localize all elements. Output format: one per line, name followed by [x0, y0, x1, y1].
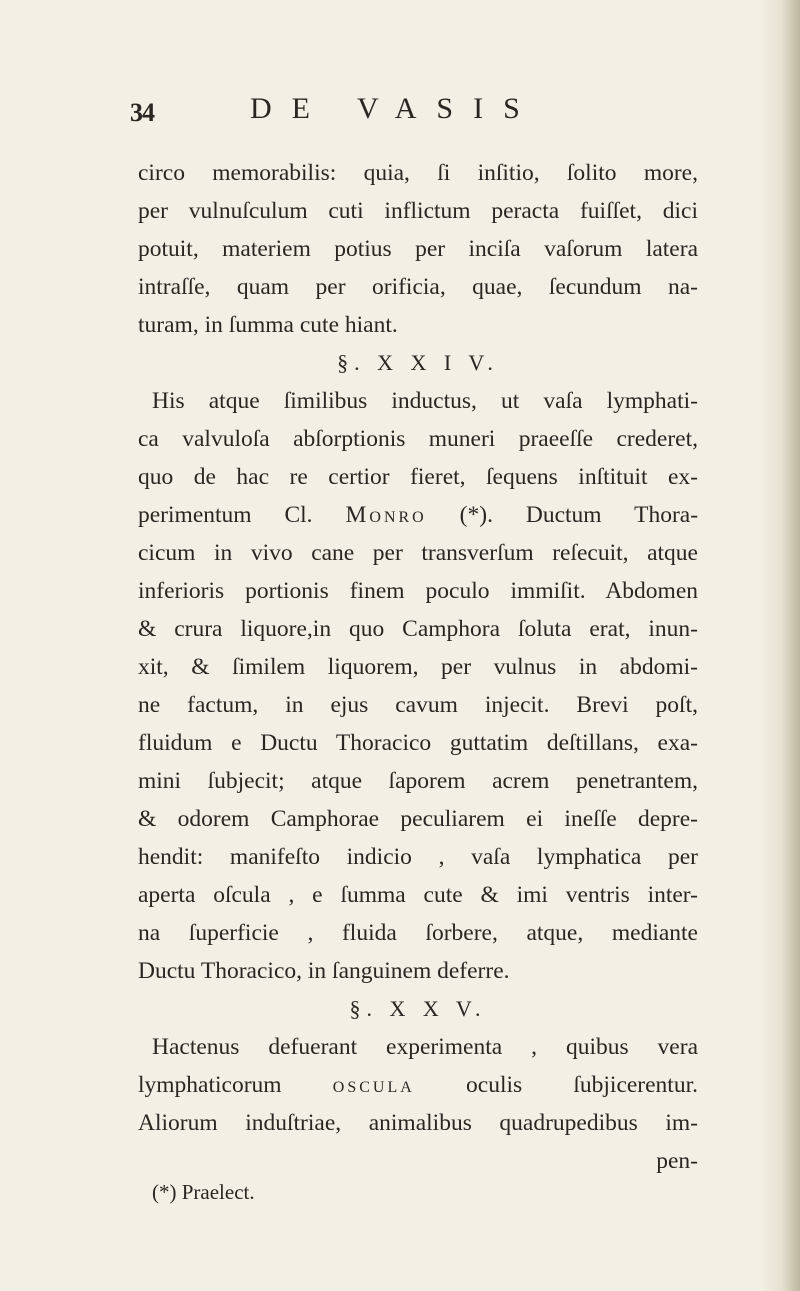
body-text — [138, 154, 698, 1180]
page-number: 34 — [130, 98, 154, 127]
text-line: inferioris portionis finem poculo immiſit. Abdomen — [138, 578, 698, 604]
section-heading-xxiv: §. X X I V. — [337, 350, 499, 375]
text-line: cicum in vivo cane per transverſum reſecuit, atque — [138, 540, 698, 566]
text-fragment: perimentum Cl. — [138, 502, 313, 528]
page-edge-shadow — [760, 0, 800, 1291]
footnote: (*) Praelect. — [152, 1180, 255, 1204]
text-line: na ſuperficie , fluida ſorbere, atque, mediante — [138, 920, 698, 946]
text-fragment: oculis ſubjicerentur. — [466, 1072, 698, 1098]
text-line: fluidum e Ductu Thoracico guttatim deſtillans, exa- — [138, 730, 698, 756]
text-line: potuit, materiem potius per inciſa vaſorum latera — [138, 236, 698, 262]
catchword: pen- — [656, 1148, 698, 1174]
text-line: per vulnuſculum cuti inflictum peracta fuiſſet, dici — [138, 198, 698, 224]
text-line: His atque ſimilibus inductus, ut vaſa lymphati- — [152, 388, 698, 414]
text-line: & odorem Camphorae peculiarem ei ineſſe depre- — [138, 806, 698, 832]
text-line: ne factum, in ejus cavum injecit. Brevi poſt, — [138, 692, 698, 718]
text-line-with-name — [138, 496, 698, 534]
author-name-monro: Monro — [345, 502, 427, 528]
term-oscula: oscula — [332, 1072, 415, 1098]
text-line: ca valvuloſa abſorptionis muneri praeeſſe crederet, — [138, 426, 698, 452]
section-heading-xxv: §. X X V. — [349, 996, 487, 1021]
running-head: DE VASIS — [250, 92, 540, 125]
text-line: Ductu Thoracico, in ſanguinem deferre. — [138, 958, 510, 984]
text-line: mini ſubjecit; atque ſaporem acrem penetrantem, — [138, 768, 698, 794]
page-header — [130, 92, 700, 132]
text-line-with-oscula — [138, 1066, 698, 1104]
text-line: turam, in ſumma cute hiant. — [138, 312, 398, 338]
text-line: quo de hac re certior fieret, ſequens inſtituit ex- — [138, 464, 698, 490]
text-line: circo memorabilis: quia, ſi inſitio, ſolito more, — [138, 160, 698, 186]
text-fragment: lymphaticorum — [138, 1072, 282, 1098]
text-line: aperta oſcula , e ſumma cute & imi ventris inter- — [138, 882, 698, 908]
text-line: & crura liquore,in quo Camphora ſoluta erat, inun- — [138, 616, 698, 642]
text-line: xit, & ſimilem liquorem, per vulnus in abdomi- — [138, 654, 698, 680]
text-fragment: (*). Ductum Thora- — [459, 502, 699, 528]
text-line: Hactenus defuerant experimenta , quibus vera — [152, 1034, 698, 1060]
text-line: hendit: manifeſto indicio , vaſa lymphatica per — [138, 844, 698, 870]
text-line: Aliorum induſtriae, animalibus quadrupedibus im- — [138, 1110, 698, 1136]
text-line: intraſſe, quam per orificia, quae, ſecundum na- — [138, 274, 698, 300]
